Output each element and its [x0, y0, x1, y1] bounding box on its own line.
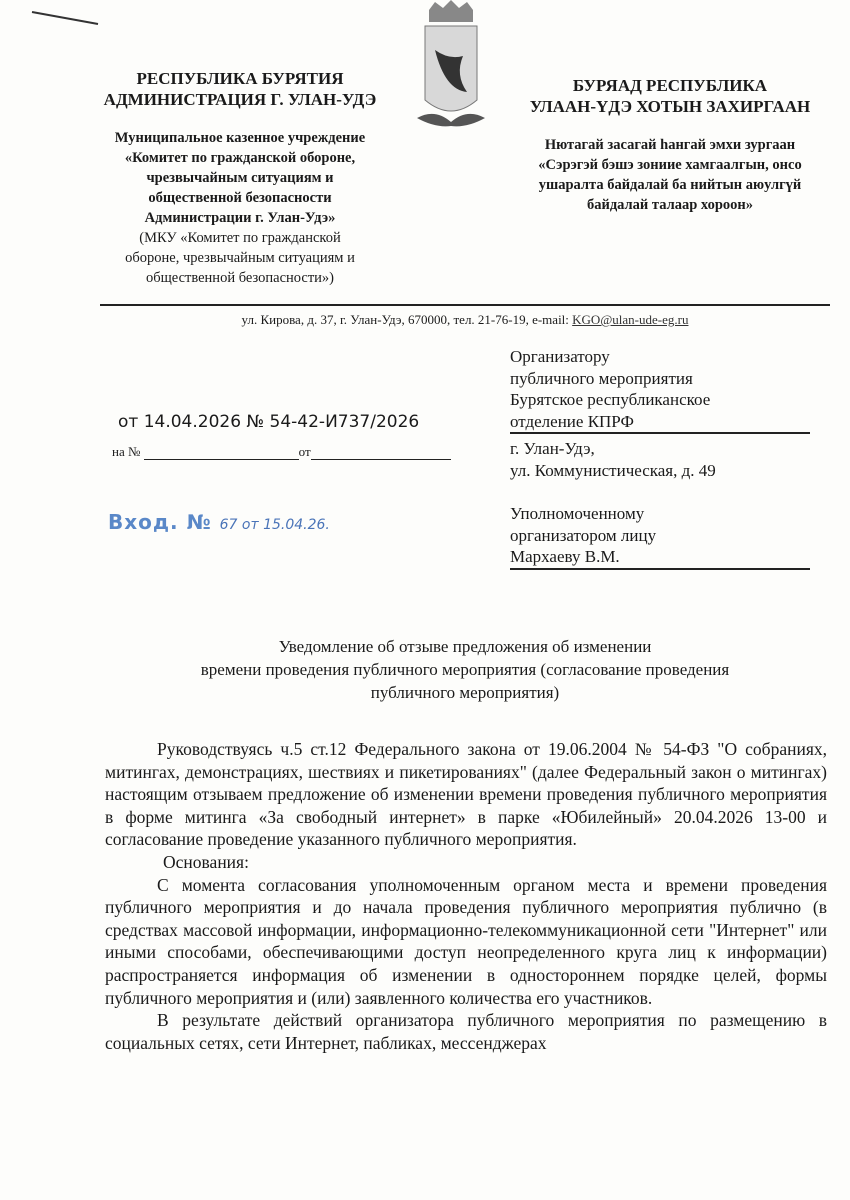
- org-short-line: обороне, чрезвычайным ситуациям и: [125, 250, 355, 266]
- header-divider: [100, 304, 830, 306]
- handwritten-entry: 67 от 15.04.26.: [219, 517, 330, 533]
- pen-mark: [30, 8, 100, 28]
- addressee-line: Организатору: [510, 347, 610, 366]
- org-line: Муниципальное казенное учреждение: [114, 130, 366, 146]
- administration-title: АДМИНИСТРАЦИЯ Г. УЛАН-УДЭ: [103, 90, 377, 109]
- incoming-stamp: [108, 510, 330, 534]
- addressee-line: Бурятское республиканское: [510, 390, 711, 409]
- addressee-line: организатором лицу: [510, 525, 657, 545]
- org-line-buryat: Нютагай засагай һангай эмхи зургаан: [544, 137, 796, 153]
- header-left: [70, 68, 410, 288]
- document-number: от 14.04.2026 № 54-42-И737/2026: [118, 412, 420, 432]
- org-line: Администрации г. Улан-Удэ»: [144, 210, 336, 226]
- city-coat-of-arms: [415, 0, 487, 140]
- republic-title: РЕСПУБЛИКА БУРЯТИЯ: [136, 69, 344, 88]
- body-paragraph: Руководствуясь ч.5 ст.12 Федерального закона от 19.06.2004 № 54-ФЗ "О собраниях, митингах, демонстрациях, шествиях и пикетированиях" (далее Федеральный закон о митингах) настоящим отзываем предложение об изменении времени проведения публичного мероприятия в форме митинга «За свободный интернет» в парке «Юбилейный» 20.04.2026 13-00 и согласование проведение указанного публичного мероприятия.: [105, 739, 827, 850]
- stamp-label: Вход. №: [108, 510, 212, 534]
- org-short-line: (МКУ «Комитет по гражданской: [139, 230, 341, 246]
- title-line: Уведомление об отзыве предложения об изменении: [278, 637, 652, 656]
- document-title: [120, 635, 810, 704]
- body-paragraph: В результате действий организатора публичного мероприятия по размещению в социальных сетях, сети Интернет, пабликах, мессенджерах: [105, 1010, 827, 1053]
- addressee-line: публичного мероприятия: [510, 368, 693, 388]
- document-body: [105, 738, 827, 1054]
- org-line-buryat: «Сэрэгэй бэшэ зониие хамгаалгын, онсо: [538, 157, 802, 173]
- org-line-buryat: байдалай талаар хороон»: [586, 197, 754, 213]
- email-link[interactable]: KGO@ulan-ude-eg.ru: [572, 312, 689, 327]
- addressee-line: отделение КПРФ: [510, 411, 810, 435]
- org-short-line: общественной безопасности»): [145, 270, 335, 286]
- address-text: ул. Кирова, д. 37, г. Улан-Удэ, 670000, тел. 21-76-19, e-mail:: [241, 312, 573, 327]
- grounds-heading: Основания:: [163, 851, 249, 872]
- header-right: [500, 75, 840, 215]
- addressee-line: ул. Коммунистическая, д. 49: [510, 460, 716, 480]
- administration-title-buryat: УЛААН-ҮДЭ ХОТЫН ЗАХИРГААН: [529, 97, 811, 116]
- republic-title-buryat: БУРЯАД РЕСПУБЛИКА: [572, 76, 768, 95]
- address-line: [100, 312, 830, 328]
- addressee-line: г. Улан-Удэ,: [510, 439, 595, 458]
- org-line-buryat: ушаралта байдалай ба нийтын аюулгүй: [538, 177, 802, 193]
- na-label: на №: [112, 444, 141, 459]
- ot-label: от: [298, 444, 311, 459]
- org-line: «Комитет по гражданской обороне,: [124, 150, 356, 166]
- addressee-line: Мархаеву В.М.: [510, 546, 810, 570]
- org-line: чрезвычайным ситуациям и: [146, 170, 334, 186]
- org-line: общественной безопасности: [148, 190, 332, 206]
- title-line: публичного мероприятия): [370, 683, 560, 702]
- body-paragraph: С момента согласования уполномоченным органом места и времени проведения публичного мероприятия и до начала проведения публичного мероприятия публично (в средствах массовой информации, информационно-телекоммуникационной сети "Интернет" или иными способами, обеспечивающими доступ неопределенного круга лиц к информации) распространяется информация об изменении в одностороннем порядке целей, формы публичного мероприятия и (или) заявленного количества его участников.: [105, 874, 827, 1008]
- title-line: времени проведения публичного мероприятия (согласование проведения: [200, 660, 730, 679]
- addressee-block: [510, 346, 810, 570]
- reply-reference: [112, 444, 451, 460]
- addressee-line: Уполномоченному: [510, 504, 645, 523]
